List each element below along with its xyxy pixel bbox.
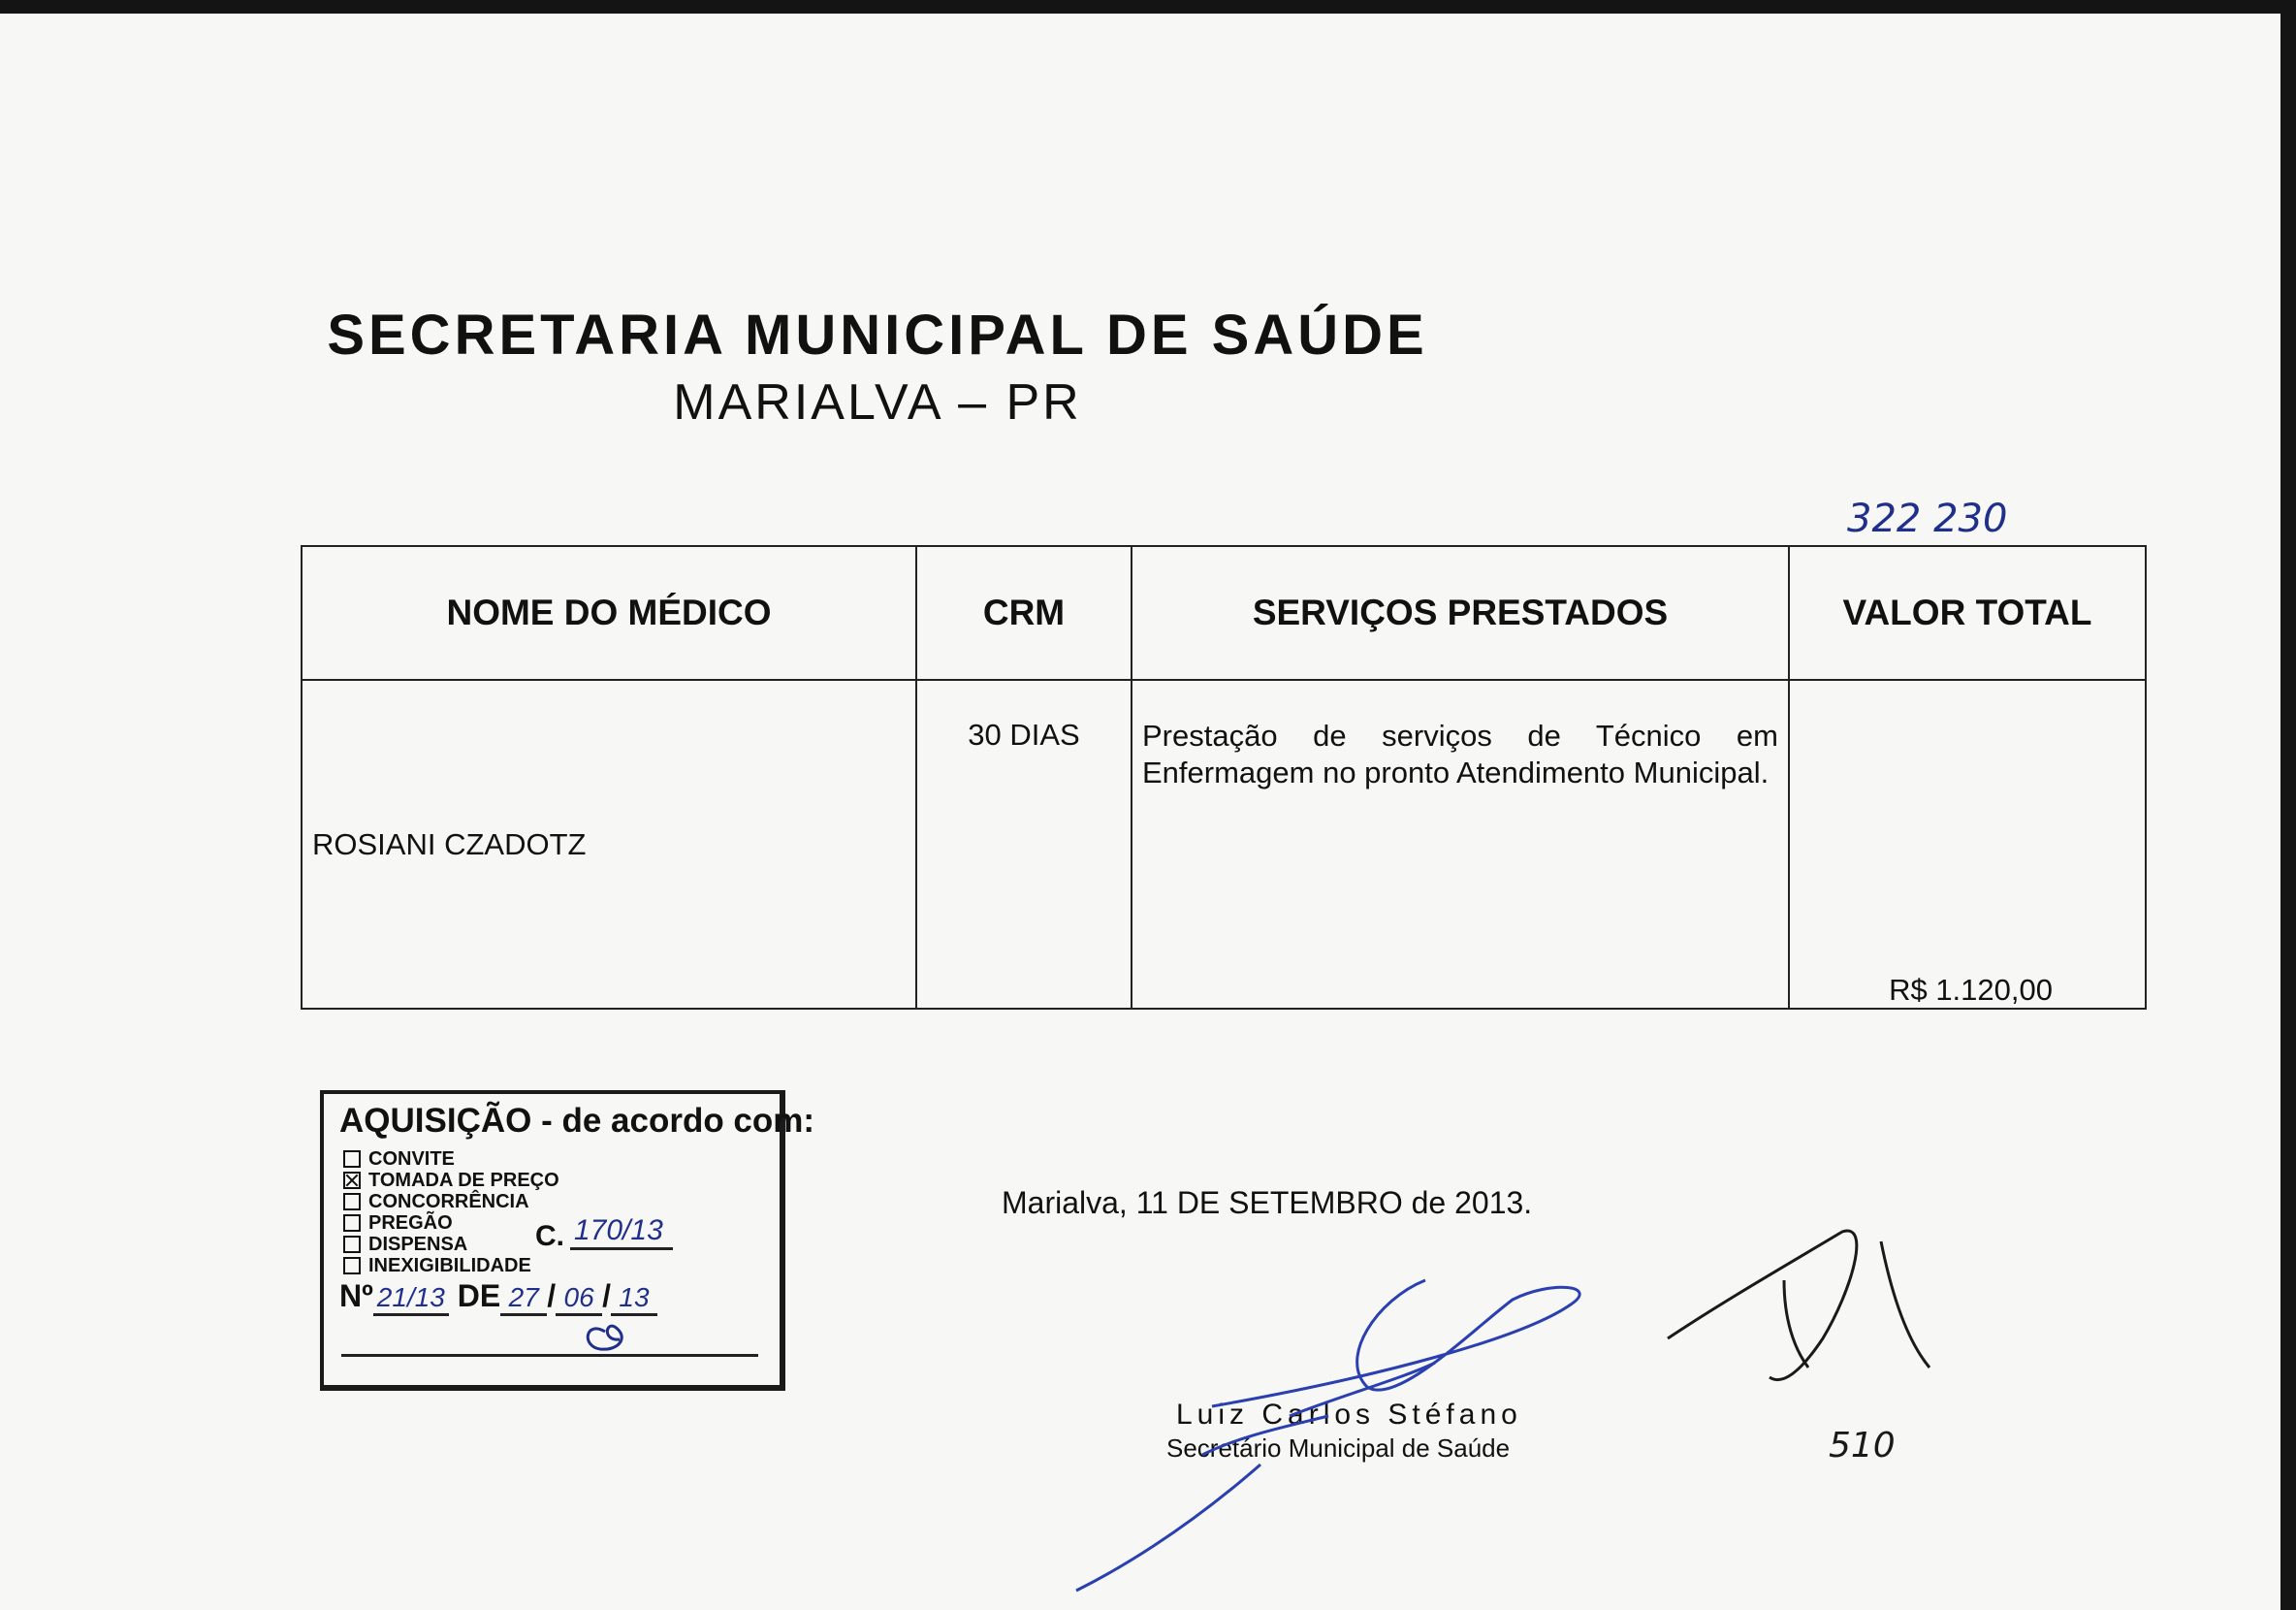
page-title: SECRETARIA MUNICIPAL DE SAÚDE — [327, 304, 1428, 367]
option-label: DISPENSA — [368, 1233, 468, 1255]
handwritten-page-ref: 322 230 — [1847, 497, 2008, 541]
column-header-crm: CRM — [916, 546, 1132, 680]
stamp-date-month: 06 — [556, 1282, 602, 1316]
stamp-number-line: Nº 21/13 DE 27 / 06 / 13 — [339, 1278, 657, 1316]
option-label: CONVITE — [368, 1147, 455, 1170]
stamp-title: AQUISIÇÃO - de acordo com: — [339, 1102, 815, 1140]
stamp-no-label: Nº — [339, 1278, 373, 1313]
column-header-servicos: SERVIÇOS PRESTADOS — [1132, 546, 1789, 680]
option-label: PREGÃO — [368, 1211, 453, 1234]
page-subtitle: MARIALVA – PR — [673, 374, 1082, 431]
stamp-c-label: C. — [535, 1220, 564, 1252]
margin-note: 510 — [1829, 1426, 1896, 1465]
column-header-nome: NOME DO MÉDICO — [302, 546, 916, 680]
cell-nome: ROSIANI CZADOTZ — [302, 680, 916, 1009]
cell-servicos: Prestação de serviços de Técnico em Enfermagem no pronto Atendimento Municipal. — [1132, 680, 1789, 1009]
stamp-date-year: 13 — [611, 1282, 657, 1316]
option-label: TOMADA DE PREÇO — [368, 1169, 559, 1191]
stamp-c-value: 170/13 — [570, 1214, 673, 1250]
stamp-de-label: DE — [457, 1278, 501, 1313]
signatory-name: Luiz Carlos Stéfano — [1176, 1399, 1522, 1431]
cell-valor: R$ 1.120,00 — [1789, 680, 2146, 1009]
option-label: INEXIGIBILIDADE — [368, 1254, 531, 1276]
cell-crm: 30 DIAS — [916, 680, 1132, 1009]
option-label: CONCORRÊNCIA — [368, 1190, 529, 1212]
column-header-valor: VALOR TOTAL — [1789, 546, 2146, 680]
date-line: Marialva, 11 DE SETEMBRO de 2013. — [1002, 1185, 1533, 1220]
stamp-no-value: 21/13 — [373, 1282, 449, 1316]
signatory-role: Secretário Municipal de Saúde — [1166, 1433, 1511, 1463]
stamp-date-day: 27 — [500, 1282, 547, 1316]
